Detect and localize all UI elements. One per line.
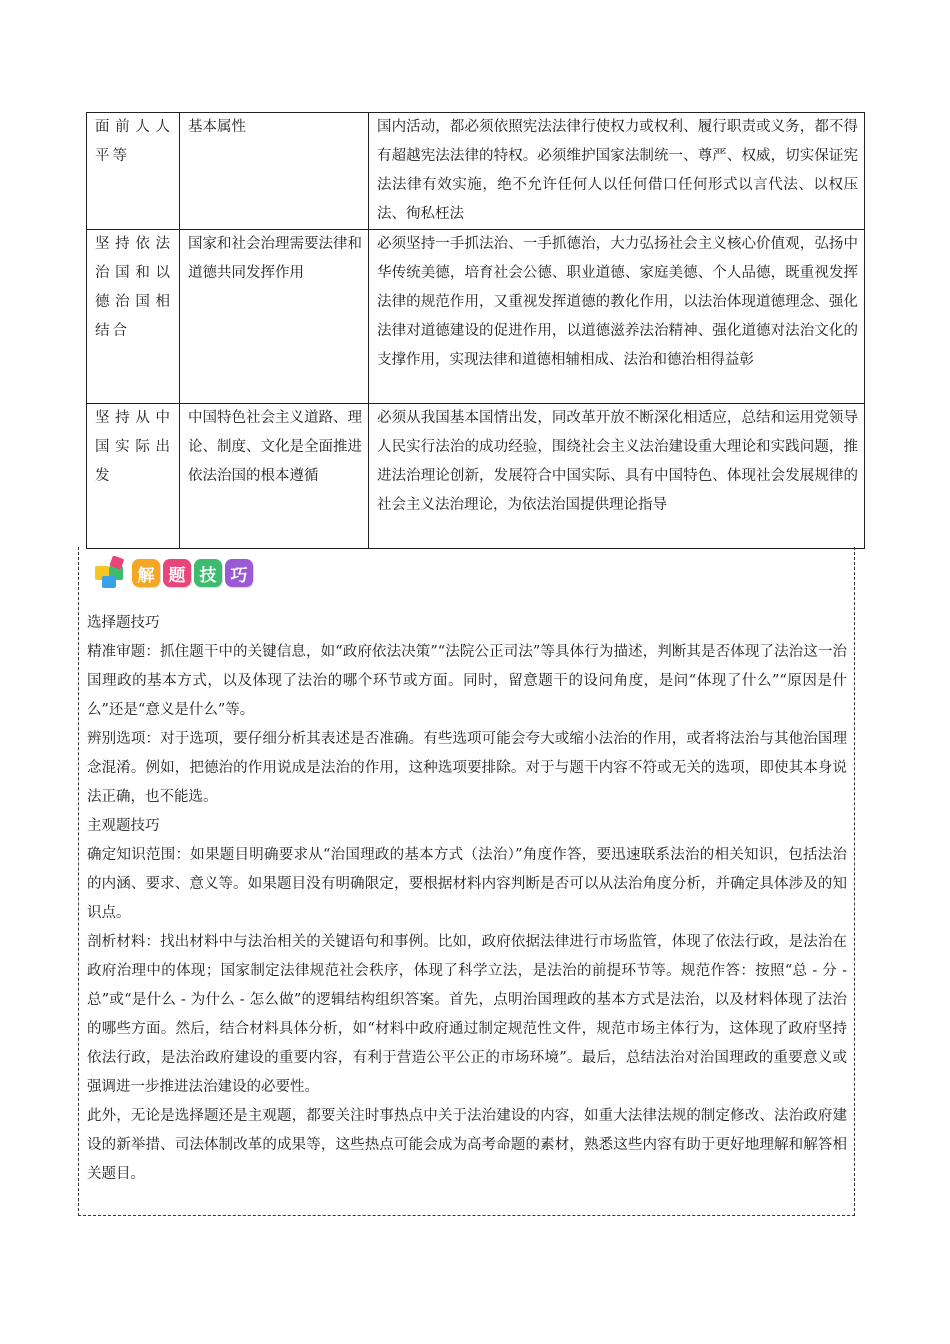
tips-content [87, 609, 847, 1189]
banner-char: 解 [132, 559, 160, 587]
tip-paragraph: 精准审题：抓住题干中的关键信息，如“政府依法决策”“法院公正司法”等具体行为描述，判断其是否体现了法治这一治国理政的基本方式，以及体现了法治的哪个环节或方面。同时，留意题干的设问角度，是问“体现了什么”“原因是什么”还是“意义是什么”等。 [87, 644, 847, 718]
table-cell-requirement: 必须坚持一手抓法治、一手抓德治，大力弘扬社会主义核心价值观，弘扬中华传统美德，培育社会公德、职业道德、家庭美德、个人品德，既重视发挥法律的规范作用，又重视发挥道德的教化作用，以法治体现道德理念、强化法律对道德建设的促进作用，以道德滋养法治精神、强化道德对法治文化的支撑作用，实现法律和道德相辅相成、法治和德治相得益彰 [369, 230, 865, 404]
tip-paragraph: 剖析材料：找出材料中与法治相关的关键语句和事例。比如，政府依据法律进行市场监管，体现了依法行政，是法治在政府治理中的体现；国家制定法律规范社会秩序，体现了科学立法，是法治的前提环节等。规范作答：按照“总 - 分 - 总”或“是什么 - 为什么 - 怎么做”的逻辑结构组织答案。首先，点明治国理政的基本方式是法治，以及材料体现了法治的哪些方面。然后，结合材料具体分析，如“材料中政府通过制定规范性文件，规范市场主体行为，这体现了政府坚持依法行政，是法治政府建设的重要内容，有利于营造公平公正的市场环境”。最后，总结法治对治国理政的重要意义或强调进一步推进法治建设的必要性。 [87, 934, 847, 1095]
table-cell-reason: 中国特色社会主义道路、理论、制度、文化是全面推进依法治国的根本遵循 [180, 404, 369, 549]
table-row [87, 113, 865, 230]
tips-banner [94, 555, 256, 591]
tip-paragraph: 确定知识范围：如果题目明确要求从“治国理政的基本方式（法治）”角度作答，要迅速联系法治的相关知识，包括法治的内涵、要求、意义等。如果题目没有明确限定，要根据材料内容判断是否可以从法治角度分析，并确定具体涉及的知识点。 [87, 847, 847, 921]
table-cell-requirement: 必须从我国基本国情出发，同改革开放不断深化相适应，总结和运用党领导人民实行法治的成功经验，围绕社会主义法治建设重大理论和实践问题，推进法治理论创新，发展符合中国实际、具有中国特色、体现社会发展规律的社会主义法治理论，为依法治国提供理论指导 [369, 404, 865, 549]
table-cell-reason: 基本属性 [180, 113, 369, 230]
table-cell-reason: 国家和社会治理需要法律和道德共同发挥作用 [180, 230, 369, 404]
banner-char: 题 [163, 559, 191, 587]
principles-table [86, 112, 865, 549]
tip-paragraph: 此外，无论是选择题还是主观题，都要关注时事热点中关于法治建设的内容，如重大法律法规的制定修改、法治政府建设的新举措、司法体制改革的成果等，这些热点可能会成为高考命题的素材，熟悉这些内容有助于更好地理解和解答相关题目。 [87, 1108, 847, 1182]
banner-char: 巧 [225, 559, 253, 587]
puzzle-icon [94, 556, 128, 590]
banner-char: 技 [194, 559, 222, 587]
table-cell-requirement: 国内活动，都必须依照宪法法律行使权力或权利、履行职责或义务，都不得有超越宪法法律的特权。必须维护国家法制统一、尊严、权威，切实保证宪法法律有效实施，绝不允许任何人以任何借口任何形式以言代法、以权压法、徇私枉法 [369, 113, 865, 230]
tip-paragraph: 辨别选项：对于选项，要仔细分析其表述是否准确。有些选项可能会夸大或缩小法治的作用，或者将法治与其他治国理念混淆。例如，把德治的作用说成是法治的作用，这种选项要排除。对于与题干内容不符或无关的选项，即使其本身说法正确，也不能选。 [87, 731, 847, 805]
table-cell-principle: 面前人人平等 [87, 113, 180, 230]
table-row [87, 230, 865, 404]
section-heading: 选择题技巧 [87, 615, 160, 631]
table-row [87, 404, 865, 549]
section-heading: 主观题技巧 [87, 818, 160, 834]
table-cell-principle: 坚持从中国实际出发 [87, 404, 180, 549]
table-cell-principle: 坚持依法治国和以德治国相结合 [87, 230, 180, 404]
